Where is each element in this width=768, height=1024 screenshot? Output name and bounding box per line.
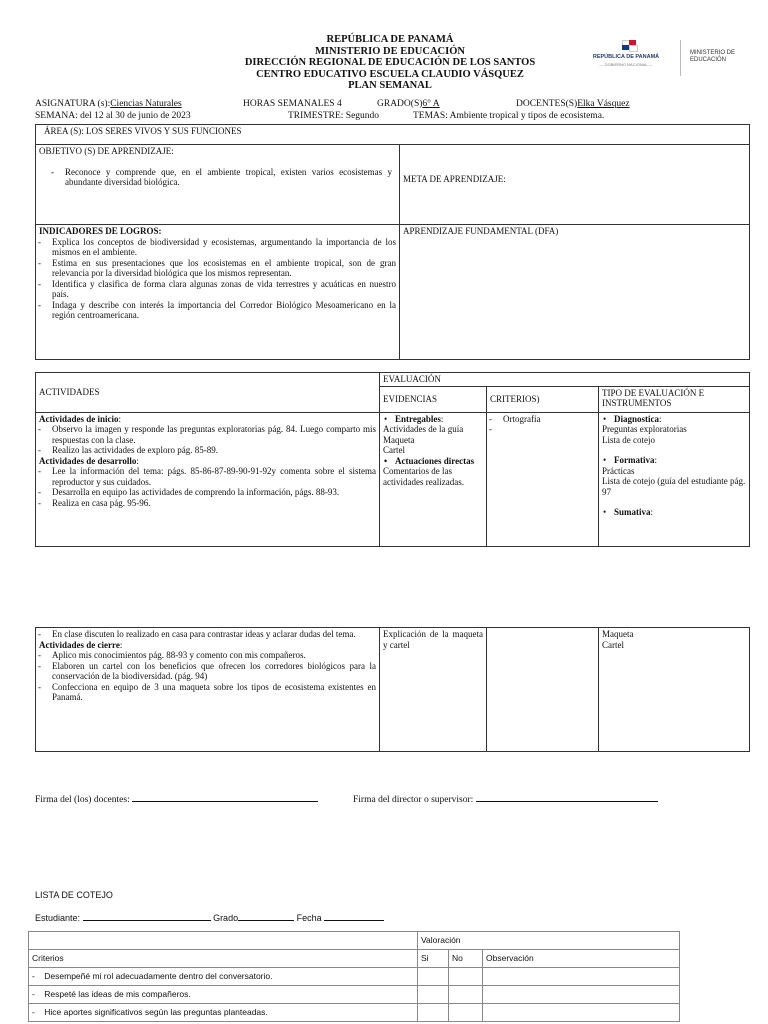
firma-docentes-line[interactable] — [132, 792, 318, 802]
no-header: No — [449, 950, 483, 968]
si-checkbox-cell[interactable] — [418, 968, 449, 986]
observacion-input-cell[interactable] — [483, 1004, 680, 1022]
meta-cell: META DE APRENDIZAJE: — [400, 145, 750, 225]
grado-value: 6° A — [422, 99, 440, 109]
horas-semanales: HORAS SEMANALES 4 — [243, 99, 342, 109]
actividad-item: - Realizo las actividades de exploro pág. 85-89. — [36, 445, 376, 456]
table-row: - Desempeñé mi rol adecuadamente dentro del conversatorio. — [29, 968, 680, 986]
activities-table — [35, 372, 750, 547]
logo-divider — [680, 40, 681, 76]
temas: TEMAS: Ambiente tropical y tipos de ecosistema. — [413, 111, 605, 121]
evaluacion-header: EVALUACIÓN — [380, 373, 750, 387]
flag-icon — [622, 40, 636, 50]
header-line-2: MINISTERIO DE EDUCACIÓN — [315, 45, 465, 57]
logo-text: REPÚBLICA DE PANAMÁ — [592, 54, 660, 60]
actividad-item: - Confecciona en equipo de 3 una maqueta sobre los tipos de ecosistema existentes en Panamá. — [36, 682, 376, 703]
continuation-activities-cell: - En clase discuten lo realizado en casa para contrastar ideas y aclarar dudas del tema. Actividades de cierre: - Aplico mis conocimientos pág. 88-93 y comento con mis compañeros. - Elaboren un cartel con los beneficios que ofrecen los corredores biológicos para la conservación de la biodiversidad. (pág. 94) - Confecciona en equipo de 3 una maqueta sobre los tipos de ecosistema existentes en Panamá. — [36, 628, 380, 752]
government-logo — [586, 38, 666, 72]
actividad-item: - Observo la imagen y responde las preguntas exploratorias pág. 84. Luego comparto mis respuestas con la clase. — [36, 424, 376, 445]
actividad-item: - Aplico mis conocimientos pág. 88-93 y comento con mis compañeros. — [36, 650, 376, 661]
header-line-4: CENTRO EDUCATIVO ESCUELA CLAUDIO VÁSQUEZ — [256, 68, 524, 80]
actividad-item: - Realiza en casa pág. 95-96. — [36, 498, 376, 509]
objetivo-item: - Reconoce y comprende que, en el ambiente tropical, existen varios ecosistemas y abundante diversidad biológica. — [49, 167, 392, 188]
si-header: Si — [418, 950, 449, 968]
plan-table — [35, 124, 750, 360]
asignatura-value: Ciencias Naturales — [110, 99, 182, 109]
evidencias-header: EVIDENCIAS — [380, 386, 487, 412]
continuation-tipo-cell: Maqueta Cartel — [599, 628, 750, 752]
no-checkbox-cell[interactable] — [449, 968, 483, 986]
observacion-input-cell[interactable] — [483, 968, 680, 986]
table-row: - Hice aportes significativos según las preguntas planteadas. — [29, 1004, 680, 1022]
header-line-1: REPÚBLICA DE PANAMÁ — [326, 34, 454, 45]
cotejo-student-line: Estudiante: Grado Fecha — [35, 911, 384, 923]
firma-docentes: Firma del (los) docentes: — [35, 792, 318, 805]
actividades-cell: Actividades de inicio: - Observo la imagen y responde las preguntas exploratorias pág. 84. Luego comparto mis respuestas con la clase. - Realizo las actividades de exploro pág. 85-89. Actividades de desarrollo: - Lee la información del tema: págs. 85-86-87-89-90-91-92y comenta sobre el sistema reproductor y sus cuidados. - Desarrolla en equipo las actividades de comprendo la información, págs. 88-93. - Realiza en casa pág. 95-96. — [36, 412, 380, 546]
actividad-item: - En clase discuten lo realizado en casa para contrastar ideas y aclarar dudas del tema. — [36, 629, 376, 640]
si-checkbox-cell[interactable] — [418, 1004, 449, 1022]
area-cell: ÁREA (S): LOS SERES VIVOS Y SUS FUNCIONES — [36, 125, 750, 145]
no-checkbox-cell[interactable] — [449, 986, 483, 1004]
docentes: DOCENTES(S)Elka Vásquez — [516, 99, 630, 109]
actividad-item: - Desarrolla en equipo las actividades de comprendo la información, págs. 88-93. — [36, 487, 376, 498]
docentes-value: Elka Vásquez — [577, 99, 630, 109]
header-line-3: DIRECCIÓN REGIONAL DE EDUCACIÓN DE LOS SANTOS — [244, 57, 536, 68]
continuation-criterios-cell — [487, 628, 599, 752]
evidencias-cell: • Entregables: Actividades de la guía Maqueta Cartel • Actuaciones directas Comentarios de las actividades realizadas. — [380, 412, 487, 546]
indicador-item: - Identifica y clasifica de forma clara algunas zonas de vida terrestres y acuáticas en nuestro país. — [36, 279, 396, 300]
ministry-label: MINISTERIO DE EDUCACIÓN — [690, 50, 736, 63]
observacion-input-cell[interactable] — [483, 986, 680, 1004]
logo-subtext: — GOBIERNO NACIONAL — — [599, 62, 653, 67]
cotejo-title: LISTA DE COTEJO — [35, 890, 113, 900]
si-checkbox-cell[interactable] — [418, 986, 449, 1004]
criterios-header: Criterios — [29, 950, 418, 968]
actividades-header: ACTIVIDADES — [36, 373, 380, 413]
tipo-evaluacion-header: TIPO DE EVALUACIÓN E INSTRUMENTOS — [599, 386, 750, 412]
indicador-item: - Estima en sus presentaciones que los ecosistemas en el ambiente tropical, son de gran relevancia por la diversidad biológica que los mismos representan. — [36, 258, 396, 279]
objetivo-cell: OBJETIVO (S) DE APRENDIZAJE: - Reconoce y comprende que, en el ambiente tropical, existen varios ecosistemas y abundante diversidad biológica. — [36, 145, 400, 225]
cotejo-table — [28, 931, 680, 1022]
semana: SEMANA: del 12 al 30 de junio de 2023 — [35, 111, 191, 121]
estudiante-field[interactable] — [83, 911, 211, 921]
actividad-item: - Elaboren un cartel con los beneficios que ofrecen los corredores biológicos para la conservación de la biodiversidad. (pág. 94) — [36, 661, 376, 682]
no-checkbox-cell[interactable] — [449, 1004, 483, 1022]
indicador-item: - Explica los conceptos de biodiversidad y ecosistemas, argumentando la importancia de los mismos en el ambiente. — [36, 237, 396, 258]
criterios-cell: - Ortografía — [487, 412, 599, 546]
grado: GRADO(S)6° A — [377, 99, 440, 109]
info-line-1: ASIGNATURA (s):Ciencias Naturales — [35, 99, 182, 109]
table-row: - Respeté las ideas de mis compañeros. — [29, 986, 680, 1004]
firma-director-line[interactable] — [476, 792, 658, 802]
indicador-item: - Indaga y describe con interés la importancia del Corredor Biológico Mesoamericano en la región centroamericana. — [36, 300, 396, 321]
criterios-header: CRITERIOS) — [487, 386, 599, 412]
grado-field[interactable] — [238, 911, 294, 921]
dfa-cell: APRENDIZAJE FUNDAMENTAL (DFA) — [400, 225, 750, 360]
fecha-field[interactable] — [324, 911, 384, 921]
continuation-evidencia-cell: Explicación de la maqueta y cartel — [380, 628, 487, 752]
valoracion-header: Valoración — [418, 932, 680, 950]
document-header — [170, 34, 610, 92]
firma-director: Firma del director o supervisor: — [353, 792, 658, 805]
actividad-item: - Lee la información del tema: págs. 85-86-87-89-90-91-92y comenta sobre el sistema reproductor y sus cuidados. — [36, 466, 376, 487]
activities-continuation-table — [35, 627, 750, 752]
header-line-5: PLAN SEMANAL — [348, 80, 432, 91]
observacion-header: Observación — [483, 950, 680, 968]
tipo-evaluacion-cell: • Diagnostica: Preguntas exploratorias Lista de cotejo • Formativa: Prácticas Lista de cotejo (guía del estudiante pág. 97 • Sumativa: — [599, 412, 750, 546]
indicadores-cell: INDICADORES DE LOGROS: - Explica los conceptos de biodiversidad y ecosistemas, argumentando la importancia de los mismos en el ambiente. - Estima en sus presentaciones que los ecosistemas en el ambiente tropical, son de gran relevancia por la diversidad biológica que los mismos representan. - Identifica y clasifica de forma clara algunas zonas de vida terrestres y acuáticas en nuestro país. - Indaga y describe con interés la importancia del Corredor Biológico Mesoamericano en la región centroamericana. — [36, 225, 400, 360]
trimestre: TRIMESTRE: Segundo — [288, 111, 380, 121]
